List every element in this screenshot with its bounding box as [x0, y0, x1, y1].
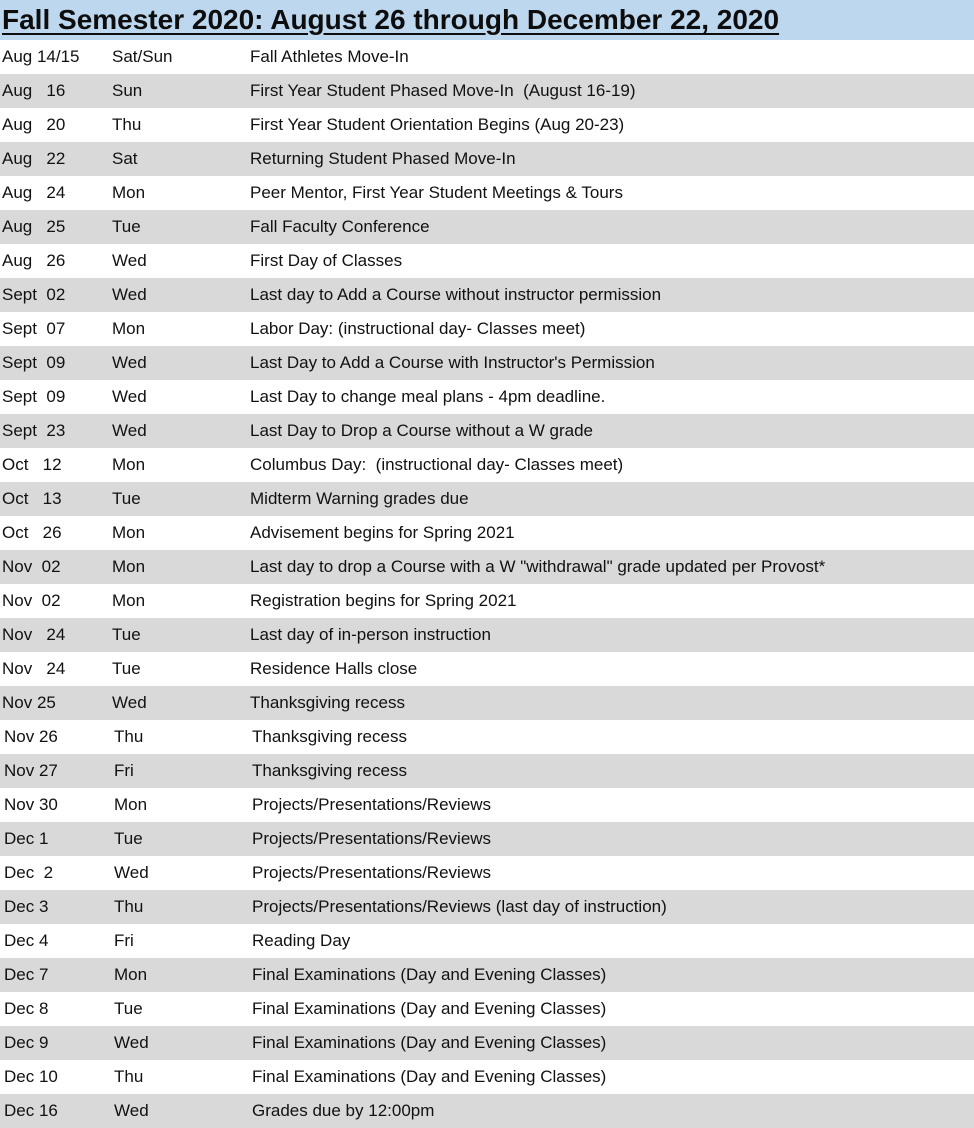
row-date: Oct 26 — [2, 523, 62, 542]
row-date: Nov 24 — [2, 625, 66, 644]
row-day: Wed — [112, 421, 147, 440]
table-row — [0, 108, 974, 142]
table-row — [0, 788, 974, 822]
row-date: Dec 9 — [4, 1033, 49, 1052]
row-event: Returning Student Phased Move-In — [250, 149, 516, 168]
row-day: Wed — [112, 353, 147, 372]
row-day: Thu — [112, 115, 142, 134]
row-day: Fri — [114, 931, 134, 950]
table-row — [0, 1060, 974, 1094]
row-event: Reading Day — [252, 931, 351, 950]
table-row — [0, 890, 974, 924]
row-event: Final Examinations (Day and Evening Classes) — [252, 1067, 607, 1086]
row-date: Dec 8 — [4, 999, 49, 1018]
table-row — [0, 346, 974, 380]
row-event: Last day of in-person instruction — [250, 625, 491, 644]
row-date: Dec 2 — [4, 863, 54, 882]
row-date: Nov 02 — [2, 591, 61, 610]
row-event: Advisement begins for Spring 2021 — [250, 523, 515, 542]
row-event: Fall Athletes Move-In — [250, 47, 409, 66]
row-day: Wed — [112, 285, 147, 304]
row-date: Nov 27 — [4, 761, 58, 780]
row-event: Thanksgiving recess — [250, 693, 405, 712]
row-day: Mon — [112, 319, 146, 338]
row-date: Dec 4 — [4, 931, 49, 950]
table-row — [0, 720, 974, 754]
row-event: Residence Halls close — [250, 659, 418, 678]
row-day: Tue — [114, 829, 143, 848]
row-day: Mon — [114, 795, 148, 814]
row-date: Sept 09 — [2, 387, 66, 406]
calendar-table — [0, 40, 974, 1128]
row-event: First Day of Classes — [250, 251, 403, 270]
row-date: Nov 02 — [2, 557, 61, 576]
table-row — [0, 958, 974, 992]
row-day: Tue — [112, 489, 141, 508]
table-row — [0, 142, 974, 176]
row-date: Sept 02 — [2, 285, 66, 304]
row-event: Grades due by 12:00pm — [252, 1101, 435, 1120]
row-date: Aug 26 — [2, 251, 66, 270]
row-event: First Year Student Phased Move-In (August 16-19) — [250, 81, 636, 100]
row-date: Sept 09 — [2, 353, 66, 372]
row-date: Nov 30 — [4, 795, 58, 814]
table-row — [0, 380, 974, 414]
row-day: Wed — [112, 387, 147, 406]
row-date: Aug 22 — [2, 149, 66, 168]
row-day: Sat — [112, 149, 138, 168]
table-row — [0, 924, 974, 958]
row-day: Mon — [112, 591, 146, 610]
row-day: Wed — [112, 693, 147, 712]
row-date: Aug 16 — [2, 81, 66, 100]
table-row — [0, 278, 974, 312]
table-row — [0, 176, 974, 210]
row-date: Dec 3 — [4, 897, 49, 916]
row-day: Thu — [114, 1067, 144, 1086]
row-date: Aug 24 — [2, 183, 66, 202]
table-row — [0, 686, 974, 720]
table-row — [0, 992, 974, 1026]
row-event: Projects/Presentations/Reviews — [252, 829, 492, 848]
row-date: Nov 24 — [2, 659, 66, 678]
row-day: Wed — [114, 1033, 149, 1052]
row-day: Wed — [114, 1101, 149, 1120]
table-row — [0, 414, 974, 448]
row-day: Wed — [112, 251, 147, 270]
row-date: Nov 26 — [4, 727, 58, 746]
row-event: Projects/Presentations/Reviews — [252, 795, 492, 814]
row-date: Sept 07 — [2, 319, 66, 338]
row-day: Tue — [112, 659, 141, 678]
row-date: Dec 16 — [4, 1101, 58, 1120]
row-day: Tue — [114, 999, 143, 1018]
table-row — [0, 618, 974, 652]
row-event: Projects/Presentations/Reviews — [252, 863, 492, 882]
row-day: Thu — [114, 897, 144, 916]
row-date: Aug 25 — [2, 217, 66, 236]
table-row — [0, 822, 974, 856]
row-date: Dec 10 — [4, 1067, 58, 1086]
table-row — [0, 40, 974, 74]
row-day: Tue — [112, 625, 141, 644]
table-row — [0, 550, 974, 584]
row-date: Oct 13 — [2, 489, 62, 508]
page-title: Fall Semester 2020: August 26 through December 22, 2020 — [2, 4, 780, 35]
row-event: Registration begins for Spring 2021 — [250, 591, 517, 610]
row-day: Mon — [112, 183, 146, 202]
row-event: Midterm Warning grades due — [250, 489, 469, 508]
row-event: Last Day to Drop a Course without a W grade — [250, 421, 593, 440]
row-day: Sat/Sun — [112, 47, 173, 66]
row-day: Mon — [114, 965, 148, 984]
table-row — [0, 74, 974, 108]
row-day: Wed — [114, 863, 149, 882]
row-date: Dec 1 — [4, 829, 49, 848]
row-date: Dec 7 — [4, 965, 49, 984]
row-event: Last day to drop a Course with a W "withdrawal" grade updated per Provost* — [250, 557, 826, 576]
table-row — [0, 312, 974, 346]
row-event: Fall Faculty Conference — [250, 217, 430, 236]
table-row — [0, 856, 974, 890]
row-date: Oct 12 — [2, 455, 62, 474]
row-event: Final Examinations (Day and Evening Classes) — [252, 1033, 607, 1052]
table-row — [0, 244, 974, 278]
table-row — [0, 1026, 974, 1060]
row-date: Nov 25 — [2, 693, 56, 712]
row-event: Last Day to Add a Course with Instructor's Permission — [250, 353, 655, 372]
row-event: Last day to Add a Course without instructor permission — [250, 285, 662, 304]
table-row — [0, 584, 974, 618]
row-date: Sept 23 — [2, 421, 66, 440]
table-row — [0, 652, 974, 686]
row-event: Thanksgiving recess — [252, 761, 407, 780]
table-row — [0, 1094, 974, 1128]
table-row — [0, 516, 974, 550]
row-event: Labor Day: (instructional day- Classes meet) — [250, 319, 586, 338]
row-day: Mon — [112, 557, 146, 576]
row-event: Columbus Day: (instructional day- Classes meet) — [250, 455, 624, 474]
row-day: Fri — [114, 761, 134, 780]
row-day: Mon — [112, 523, 146, 542]
row-date: Aug 20 — [2, 115, 66, 134]
row-event: Projects/Presentations/Reviews (last day of instruction) — [252, 897, 667, 916]
row-day: Thu — [114, 727, 144, 746]
row-day: Sun — [112, 81, 143, 100]
row-day: Mon — [112, 455, 146, 474]
table-row — [0, 210, 974, 244]
calendar-header — [0, 0, 974, 40]
row-event: Last Day to change meal plans - 4pm deadline. — [250, 387, 606, 406]
row-date: Aug 14/15 — [2, 47, 80, 66]
table-row — [0, 754, 974, 788]
row-day: Tue — [112, 217, 141, 236]
row-event: Peer Mentor, First Year Student Meetings & Tours — [250, 183, 623, 202]
table-row — [0, 448, 974, 482]
row-event: Final Examinations (Day and Evening Classes) — [252, 965, 607, 984]
table-row — [0, 482, 974, 516]
row-event: Thanksgiving recess — [252, 727, 407, 746]
row-event: Final Examinations (Day and Evening Classes) — [252, 999, 607, 1018]
row-event: First Year Student Orientation Begins (Aug 20-23) — [250, 115, 625, 134]
